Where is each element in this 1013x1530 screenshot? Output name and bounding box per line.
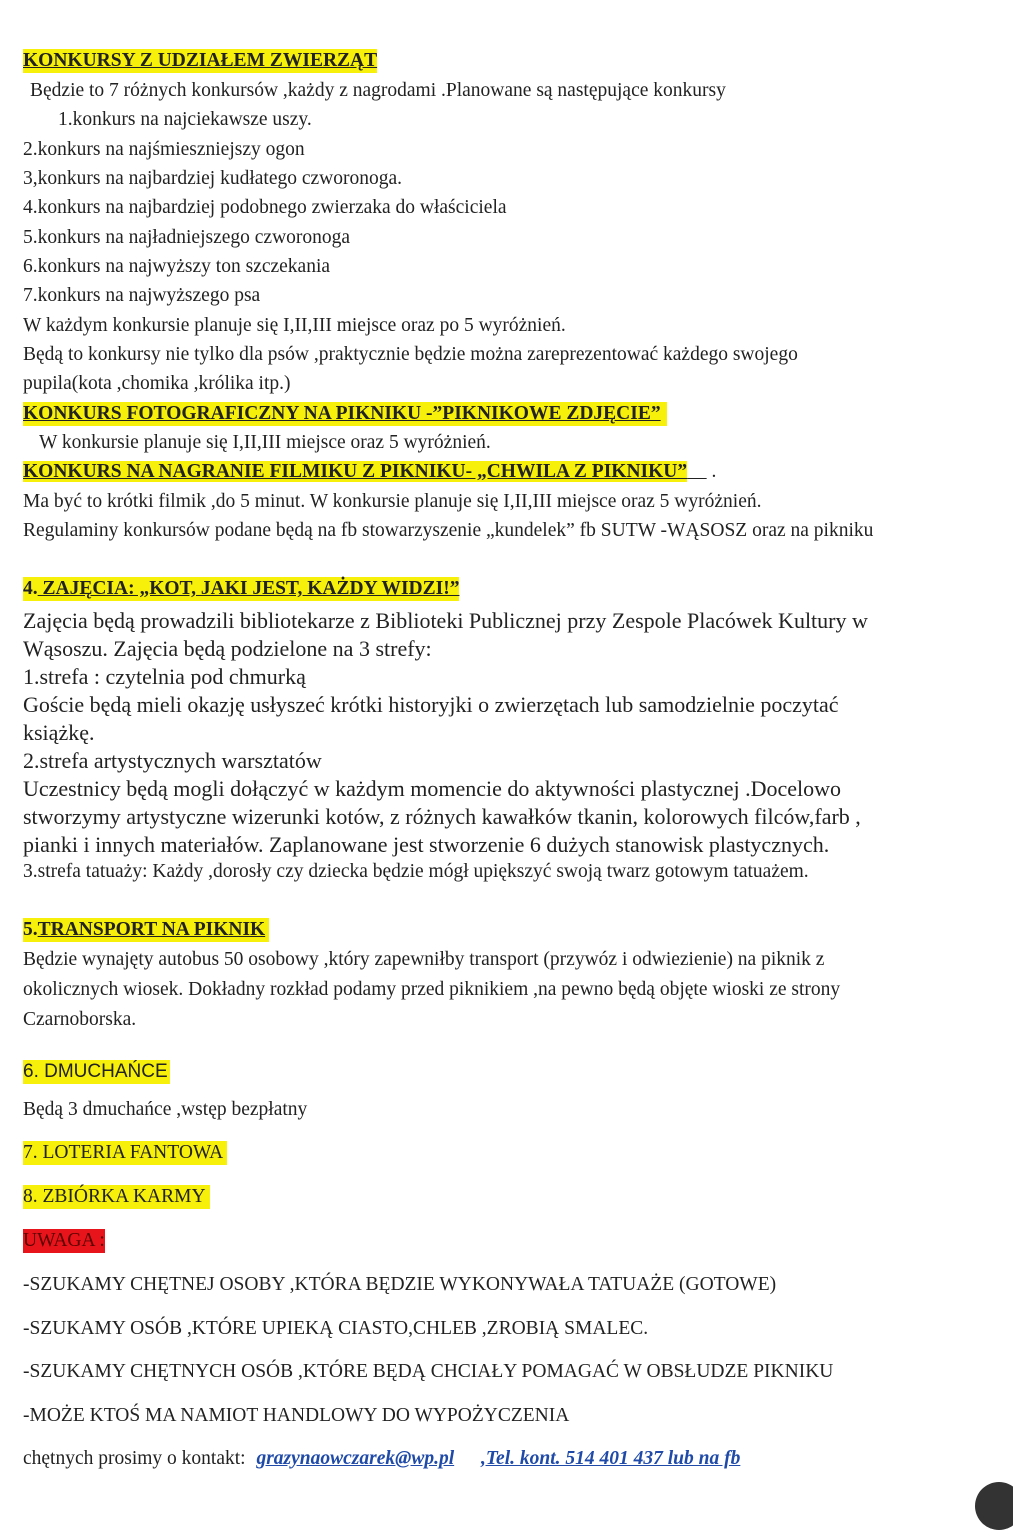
- section-title: TRANSPORT NA PIKNIK: [37, 919, 266, 940]
- contests-note: Będą to konkursy nie tylko dla psów ,praktycznie będzie można zareprezentować każdego swojego: [23, 344, 798, 365]
- activities-text: stworzymy artystyczne wizerunki kotów, z różnych kawałków tkanin, kolorowych filców,farb ,: [23, 804, 861, 829]
- contest-item: 3,konkurs na najbardziej kudłatego czworonoga.: [23, 168, 403, 189]
- contest-item: 7.konkurs na najwyższego psa: [23, 285, 261, 306]
- activities-text: Zajęcia będą prowadzili bibliotekarze z Biblioteki Publicznej przy Zespole Placówek Kultury w: [23, 608, 868, 633]
- section-heading-lottery: 7. LOTERIA FANTOWA: [23, 1141, 227, 1165]
- activities-text: 2.strefa artystycznych warsztatów: [23, 748, 322, 773]
- film-contest-text: Ma być to krótki filmik ,do 5 minut. W konkursie planuje się I,II,III miejsce oraz 5 wyróżnień.: [23, 491, 762, 512]
- section-heading-transport: [23, 918, 269, 942]
- contest-item: 4.konkurs na najbardziej podobnego zwierzaka do właściciela: [23, 197, 507, 218]
- section-title: ZAJĘCIA: „KOT, JAKI JEST, KAŻDY WIDZI!”: [37, 578, 460, 599]
- notice-heading: UWAGA :: [23, 1230, 105, 1251]
- rules-text: Regulaminy konkursów podane będą na fb stowarzyszenie „kundelek” fb SUTW -WĄSOSZ oraz na pikniku: [23, 520, 874, 541]
- section-heading-inflatables: 6. DMUCHAŃCE: [23, 1061, 168, 1082]
- notice-item: -SZUKAMY OSÓB ,KTÓRE UPIEKĄ CIASTO,CHLEB ,ZROBIĄ SMALEC.: [23, 1318, 649, 1339]
- activities-text: pianki i innych materiałów. Zaplanowane jest stworzenie 6 dużych stanowisk plastycznych.: [23, 832, 830, 857]
- section-number: 4.: [23, 578, 38, 599]
- contest-item: 2.konkurs na najśmieszniejszy ogon: [23, 139, 305, 160]
- film-contest-heading: KONKURS NA NAGRANIE FILMIKU Z PIKNIKU- „CHWILA Z PIKNIKU”: [23, 461, 688, 482]
- section-heading-activities: [23, 577, 459, 601]
- section-heading-food-collection: 8. ZBIÓRKA KARMY: [23, 1185, 210, 1209]
- inflatables-text: Będą 3 dmuchańce ,wstęp bezpłatny: [23, 1099, 308, 1120]
- contest-places: W każdym konkursie planuje się I,II,III miejsce oraz po 5 wyróżnień.: [23, 315, 566, 336]
- contact-email-link[interactable]: grazynaowczarek@wp.pl: [256, 1448, 455, 1469]
- photo-contest-text: W konkursie planuje się I,II,III miejsce oraz 5 wyróżnień.: [39, 432, 491, 453]
- notice-item: -SZUKAMY CHĘTNEJ OSOBY ,KTÓRA BĘDZIE WYKONYWAŁA TATUAŻE (GOTOWE): [23, 1274, 777, 1295]
- contest-item: 1.konkurs na najciekawsze uszy.: [58, 109, 312, 130]
- transport-text: Czarnoborska.: [23, 1009, 137, 1030]
- floating-action-button[interactable]: [975, 1482, 1013, 1530]
- contests-intro: Będzie to 7 różnych konkursów ,każdy z nagrodami .Planowane są następujące konkursy: [30, 80, 726, 101]
- film-contest-heading-row: [23, 460, 716, 484]
- activities-text: książkę.: [23, 720, 95, 745]
- section-number: 5.: [23, 919, 38, 940]
- tattoo-zone-text: 3.strefa tatuaży: Każdy ,dorosły czy dziecka będzie mógł upiększyć swoją twarz gotowym tatuażem.: [23, 861, 809, 882]
- transport-text: Będzie wynajęty autobus 50 osobowy ,który zapewniłby transport (przywóz i odwiezienie) na piknik z: [23, 949, 825, 970]
- contact-prefix: chętnych prosimy o kontakt:: [23, 1448, 246, 1469]
- contests-note: pupila(kota ,chomika ,królika itp.): [23, 373, 291, 394]
- notice-item: -SZUKAMY CHĘTNYCH OSÓB ,KTÓRE BĘDĄ CHCIAŁY POMAGAĆ W OBSŁUDZE PIKNIKU: [23, 1361, 834, 1382]
- film-contest-suffix: .: [706, 461, 717, 482]
- photo-contest-heading: KONKURS FOTOGRAFICZNY NA PIKNIKU -”PIKNIKOWE ZDJĘCIE”: [23, 402, 667, 426]
- activities-text: Uczestnicy będą mogli dołączyć w każdym momencie do aktywności plastycznej .Docelowo: [23, 776, 842, 801]
- activities-text: 1.strefa : czytelnia pod chmurką: [23, 664, 306, 689]
- contact-phone-link[interactable]: ,Tel. kont. 514 401 437 lub na fb: [481, 1448, 741, 1469]
- notice-item: -MOŻE KTOŚ MA NAMIOT HANDLOWY DO WYPOŻYCZENIA: [23, 1405, 570, 1426]
- activities-text: Goście będą mieli okazję usłyszeć krótki historyjki o zwierzętach lub samodzielnie poczytać: [23, 692, 839, 717]
- contest-item: 5.konkurs na najładniejszego czworonoga: [23, 227, 351, 248]
- activities-text: Wąsoszu. Zajęcia będą podzielone na 3 strefy:: [23, 636, 432, 661]
- contest-item: 6.konkurs na najwyższy ton szczekania: [23, 256, 331, 277]
- contact-line: [23, 1447, 740, 1471]
- section-heading-animal-contests: KONKURSY Z UDZIAŁEM ZWIERZĄT: [23, 50, 378, 71]
- transport-text: okolicznych wiosek. Dokładny rozkład podamy przed piknikiem ,na pewno będą objęte wioski ze strony: [23, 979, 841, 1000]
